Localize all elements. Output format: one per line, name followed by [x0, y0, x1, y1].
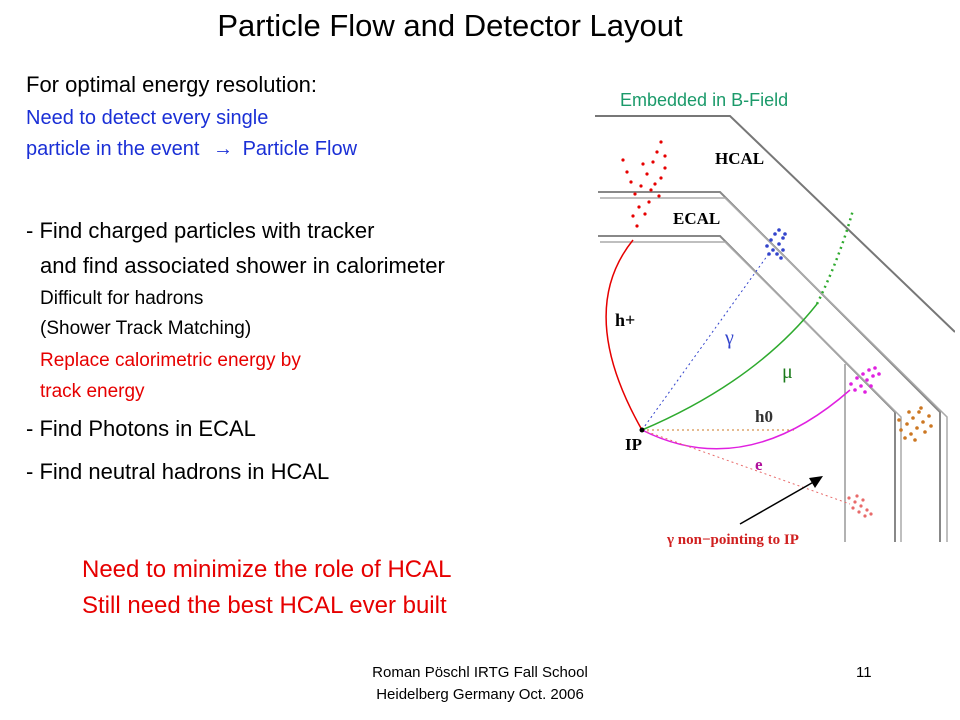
- conclusion-line-2: Still need the best HCAL ever built: [82, 592, 447, 619]
- sub-bullet-matching: (Shower Track Matching): [40, 318, 252, 339]
- intro-line-2-suffix: Particle Flow: [242, 138, 358, 160]
- page-number: 11: [856, 664, 872, 681]
- sub-bullet-track-energy: track energy: [40, 381, 145, 402]
- ecal-label: ECAL: [673, 209, 721, 228]
- photon-track: [642, 252, 770, 430]
- hcal-label: HCAL: [715, 149, 765, 168]
- sub-bullet-hadrons: Difficult for hadrons: [40, 288, 204, 309]
- gamma-label: γ: [725, 327, 734, 349]
- bullet-photons: - Find Photons in ECAL: [26, 416, 256, 441]
- footer-author-line-2: Heidelberg Germany Oct. 2006: [376, 686, 584, 703]
- electron-track: [642, 390, 850, 449]
- h0-label: h0: [755, 407, 773, 426]
- intro-line-2: [26, 138, 357, 161]
- hcal-boundary: [598, 192, 940, 542]
- bullet-charged-line-1: - Find charged particles with tracker: [26, 218, 375, 243]
- bullet-charged-line-2: and find associated shower in calorimeter: [40, 253, 445, 278]
- sub-bullet-replace: Replace calorimetric energy by: [40, 350, 301, 371]
- pointer-arrow-line: [740, 480, 817, 524]
- b-field-label: Embedded in B-Field: [620, 90, 789, 110]
- hplus-label: h+: [615, 310, 636, 330]
- detector-diagram: [595, 112, 955, 552]
- hplus-shower: [621, 140, 666, 227]
- ip-label: IP: [625, 435, 642, 454]
- slide-title: Particle Flow and Detector Layout: [217, 8, 683, 43]
- ip-marker: [640, 428, 645, 433]
- outer-boundary: [595, 116, 955, 332]
- nonpointing-shower: [847, 494, 872, 517]
- intro-heading: For optimal energy resolution:: [26, 72, 318, 97]
- nonpointing-photon-track: [642, 430, 850, 504]
- conclusion-line-1: Need to minimize the role of HCAL: [82, 556, 452, 583]
- h0-shower: [897, 406, 933, 442]
- ecal-boundary: [598, 236, 895, 542]
- bullet-neutral-hadrons: - Find neutral hadrons in HCAL: [26, 459, 330, 484]
- e-label: e: [755, 455, 763, 474]
- right-arrow-icon: →: [213, 138, 233, 160]
- hplus-track: [606, 240, 642, 430]
- intro-line-2-prefix: particle in the event: [26, 138, 200, 160]
- intro-line-1: Need to detect every single: [26, 107, 269, 129]
- muon-track-outer: [817, 210, 853, 304]
- footer-author-line-1: Roman Pöschl IRTG Fall School: [372, 664, 588, 681]
- nonpointing-label: γ non−pointing to IP: [667, 532, 799, 548]
- pointer-arrow-head: [809, 476, 823, 488]
- mu-label: μ: [782, 361, 793, 383]
